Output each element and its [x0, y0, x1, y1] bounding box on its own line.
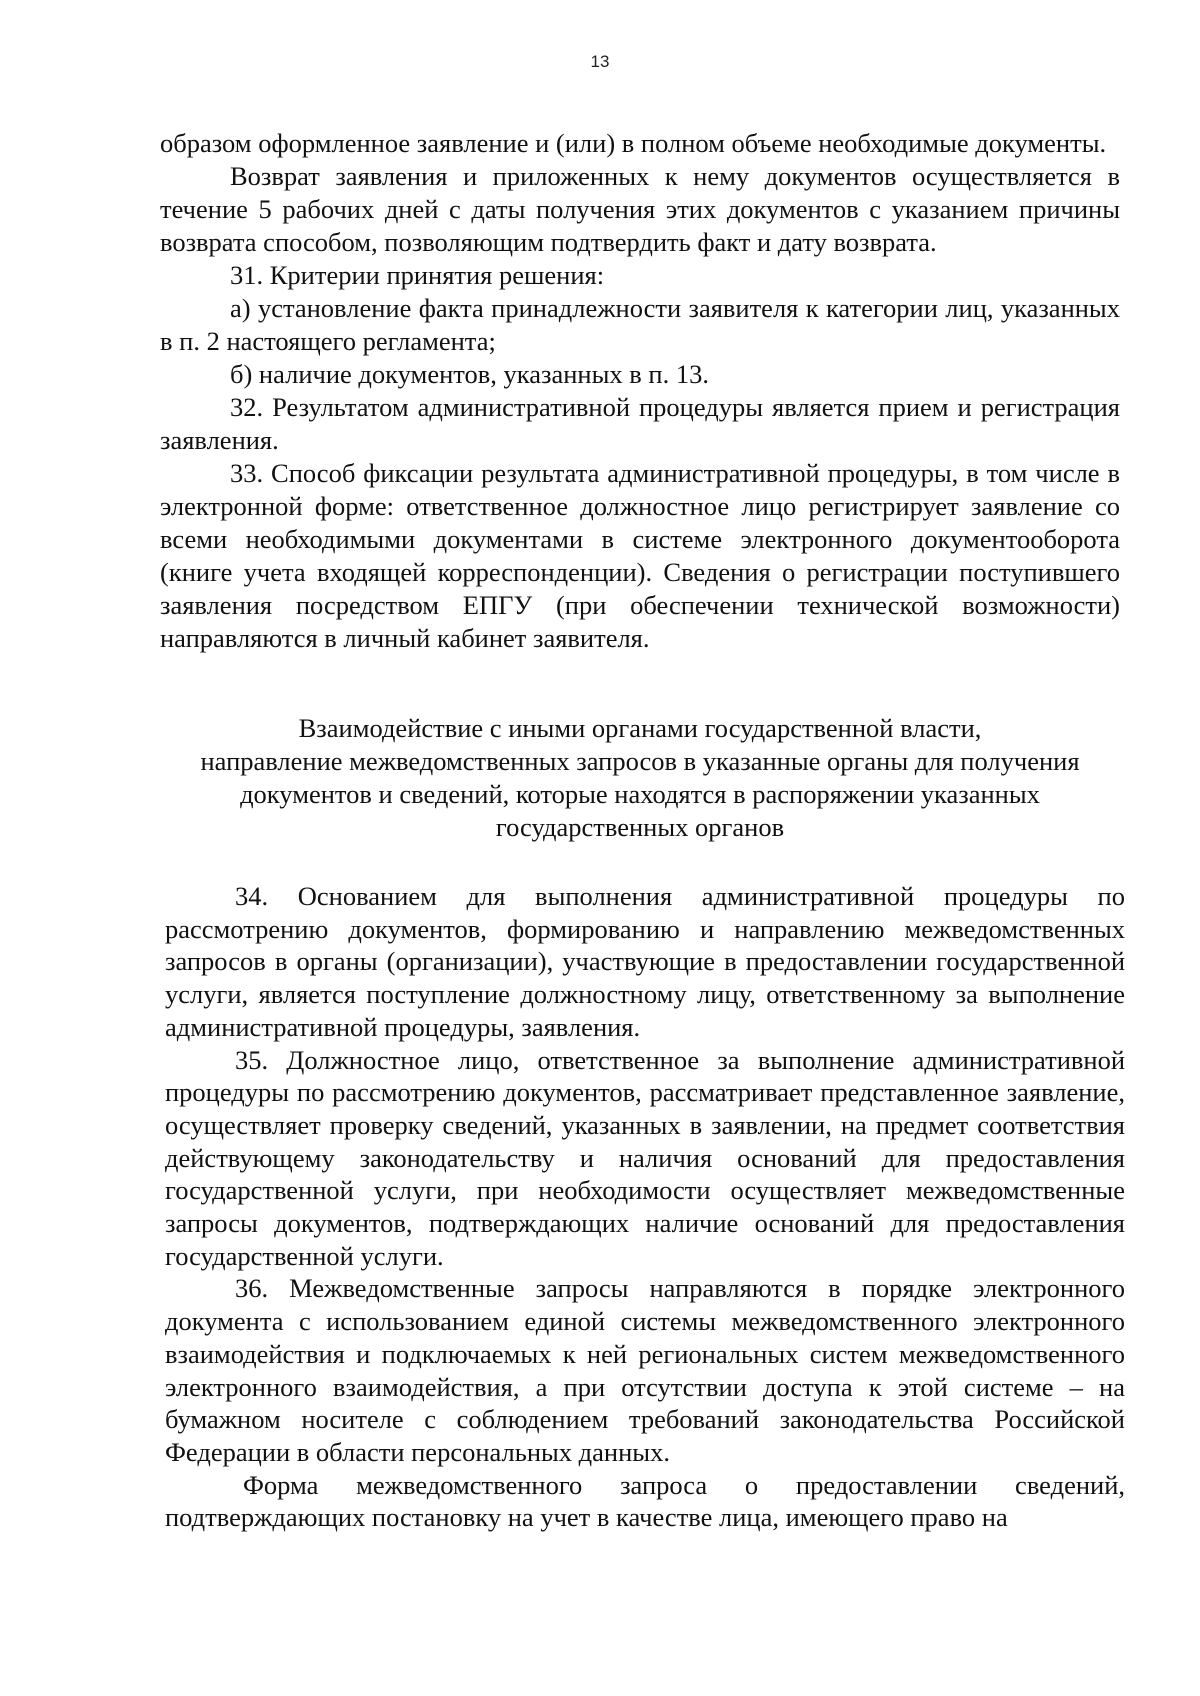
section-heading	[160, 712, 1120, 844]
heading-line: направление межведомственных запросов в указанные органы для получения	[200, 746, 1080, 776]
bottom-text-block	[165, 880, 1125, 1534]
paragraph-form: Форма межведомственного запроса о предоставлении сведений, подтверждающих постановку на учет в качестве лица, имеющего право на	[165, 1469, 1125, 1533]
top-text-block	[160, 127, 1120, 655]
paragraph-35: 35. Должностное лицо, ответственное за выполнение административной процедуры по рассмотрению документов, рассматривает представленное заявление, осуществляет проверку сведений, указанных в заявлении, на предмет соответствия действующему законодательству и наличия оснований для предоставления государственной услуги, при необходимости осуществляет межведомственные запросы документов, подтверждающих наличие оснований для предоставления государственной услуги.	[165, 1044, 1125, 1271]
paragraph-31-b: б) наличие документов, указанных в п. 13.	[230, 359, 709, 389]
paragraph-34: 34. Основанием для выполнения административной процедуры по рассмотрению документов, формированию и направлению межведомственных запросов в органы (организации), участвующие в предоставлении государственной услуги, является поступление должностному лицу, ответственному за выполнение административной процедуры, заявления.	[165, 881, 1125, 1042]
paragraph-36: 36. Межведомственные запросы направляются в порядке электронного документа с использованием единой системы межведомственного электронного взаимодействия и подключаемых к ней региональных систем межведомственного электронного взаимодействия, а при отсутствии доступа к этой системе – на бумажном носителе с соблюдением требований законодательства Российской Федерации в области персональных данных.	[165, 1273, 1125, 1467]
paragraph-31: 31. Критерии принятия решения:	[230, 260, 605, 290]
paragraph-33: 33. Способ фиксации результата административной процедуры, в том числе в электронной форме: ответственное должностное лицо регистрирует заявление со всеми необходимыми документами в системе электронного документооборота (книге учета входящей корреспонденции). Сведения о регистрации поступившего заявления посредством ЕПГУ (при обеспечении технической возможности) направляются в личный кабинет заявителя.	[160, 458, 1120, 653]
paragraph-31-a: а) установление факта принадлежности заявителя к категории лиц, указанных в п. 2 настоящего регламента;	[160, 293, 1120, 356]
paragraph-continuation: образом оформленное заявление и (или) в полном объеме необходимые документы.	[160, 128, 1107, 158]
page-number: 13	[590, 52, 610, 71]
heading-line: государственных органов	[495, 812, 785, 842]
heading-line: документов и сведений, которые находятся в распоряжении указанных	[240, 779, 1040, 809]
paragraph-return: Возврат заявления и приложенных к нему документов осуществляется в течение 5 рабочих дней с даты получения этих документов с указанием причины возврата способом, позволяющим подтвердить факт и дату возврата.	[160, 161, 1120, 257]
heading-line: Взаимодействие с иными органами государственной власти,	[298, 713, 982, 743]
paragraph-32: 32. Результатом административной процедуры является прием и регистрация заявления.	[160, 392, 1120, 455]
